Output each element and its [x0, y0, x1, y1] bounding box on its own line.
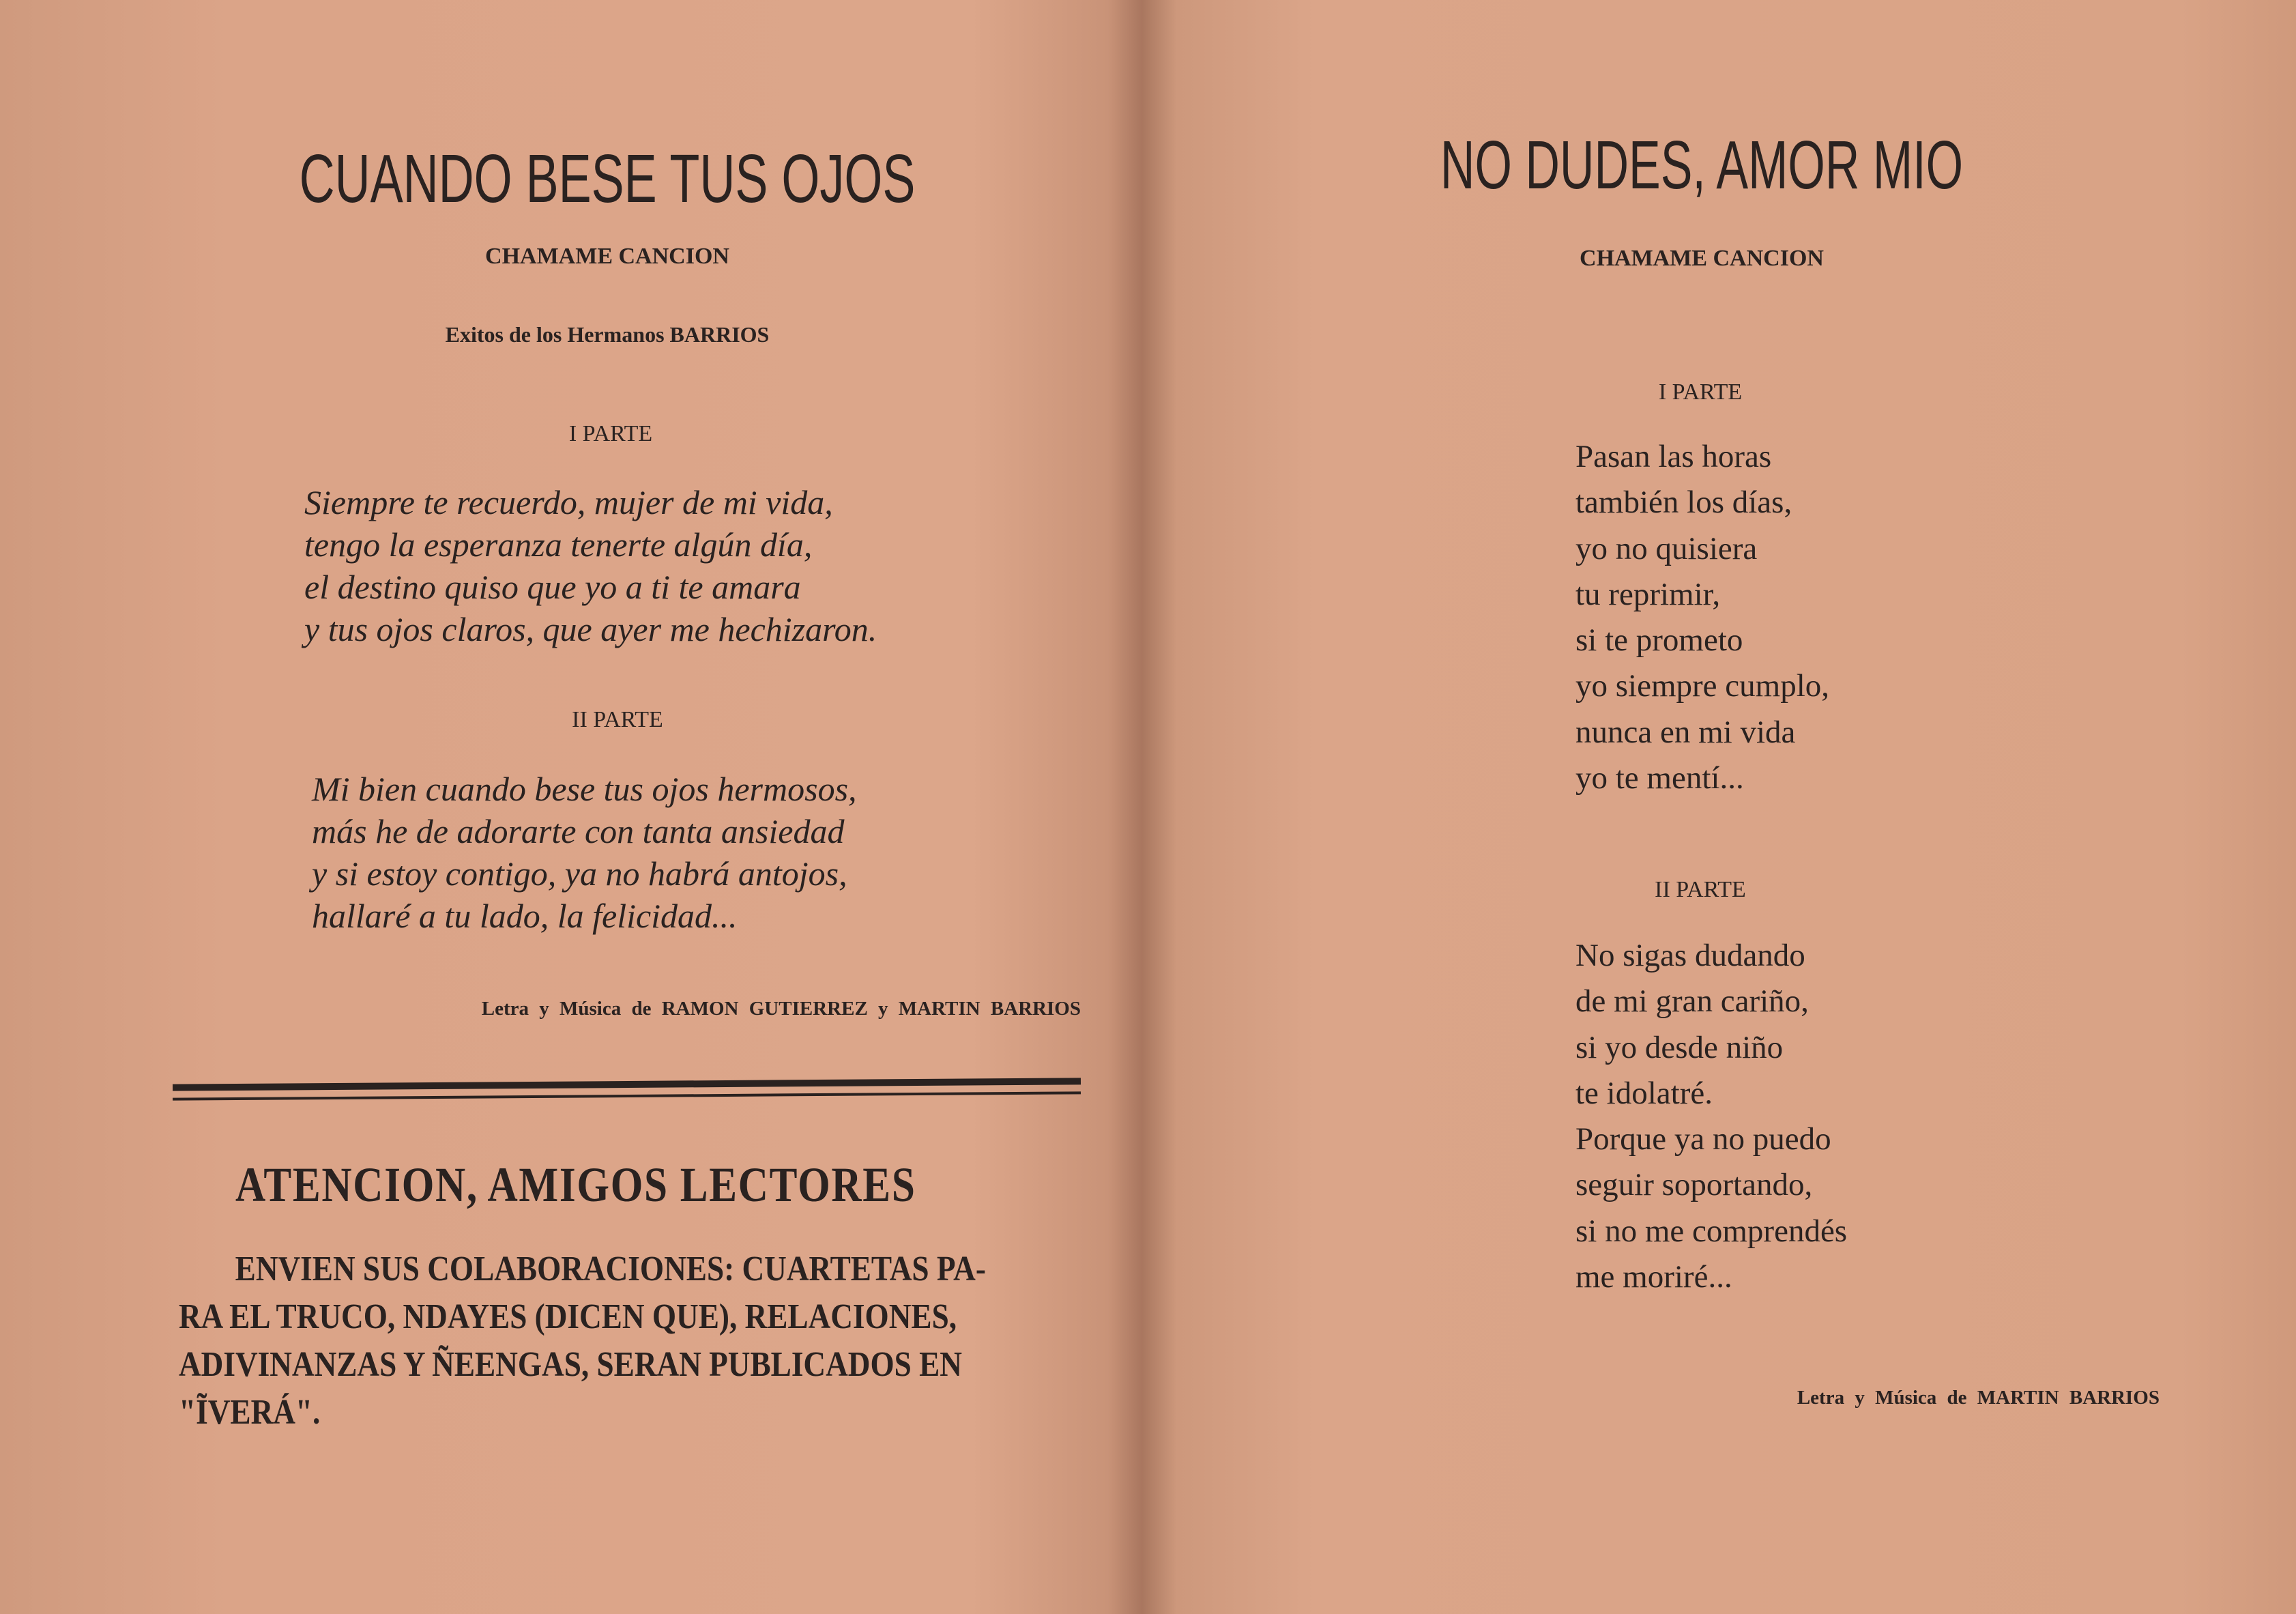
- part2-heading: II PARTE: [572, 707, 663, 732]
- verse-line: Porque ya no puedo: [1575, 1121, 1831, 1157]
- verse-line: tu reprimir,: [1575, 576, 1721, 612]
- part1-heading: I PARTE: [1658, 379, 1743, 405]
- song-genre: CHAMAME CANCION: [485, 244, 729, 269]
- verse-line: Siempre te recuerdo, mujer de mi vida,: [304, 483, 833, 521]
- verse-line: nunca en mi vida: [1575, 714, 1796, 750]
- divider-rule-thin: [173, 1091, 1081, 1100]
- verse-line: yo siempre cumplo,: [1575, 668, 1830, 704]
- notice-line: "ĨVERÁ".: [179, 1393, 321, 1432]
- song-title: NO DUDES, AMOR MIO: [1440, 127, 1964, 203]
- part2-heading: II PARTE: [1655, 877, 1746, 902]
- part2-verse: [312, 768, 857, 937]
- verse-line: tengo la esperanza tenerte algún día,: [304, 525, 813, 564]
- verse-line: te idolatré.: [1575, 1075, 1713, 1111]
- song-credit: Letra y Música de MARTIN BARRIOS: [1797, 1387, 2160, 1409]
- part1-heading: I PARTE: [568, 421, 653, 446]
- verse-line: más he de adorarte con tanta ansiedad: [312, 812, 845, 850]
- notice-line: RA EL TRUCO, NDAYES (DICEN QUE), RELACIONES,: [179, 1297, 957, 1336]
- verse-line: y tus ojos claros, que ayer me hechizaron.: [304, 610, 877, 648]
- verse-line: si te prometo: [1575, 622, 1743, 659]
- verse-line: Mi bien cuando bese tus ojos hermosos,: [312, 770, 857, 808]
- divider-rule: [173, 1078, 1081, 1091]
- song-title: CUANDO BESE TUS OJOS: [299, 141, 916, 217]
- verse-line: yo te mentí...: [1575, 760, 1744, 796]
- song-genre: CHAMAME CANCION: [1580, 246, 1824, 271]
- verse-line: seguir soportando,: [1575, 1167, 1813, 1203]
- notice-heading: ATENCION, AMIGOS LECTORES: [235, 1157, 916, 1212]
- part1-verse: [1575, 434, 1829, 801]
- verse-line: el destino quiso que yo a ti te amara: [304, 568, 801, 606]
- notice-line: ENVIEN SUS COLABORACIONES: CUARTETAS PA-: [235, 1250, 986, 1288]
- verse-line: de mi gran cariño,: [1575, 983, 1809, 1020]
- verse-line: y si estoy contigo, ya no habrá antojos,: [312, 854, 847, 893]
- part1-verse: [304, 481, 877, 650]
- verse-line: si no me comprendés: [1575, 1213, 1848, 1249]
- verse-line: Pasan las horas: [1575, 439, 1772, 474]
- notice-paragraph: [179, 1245, 1236, 1437]
- right-page: [1142, 0, 2296, 1614]
- part2-verse: [1575, 933, 1847, 1300]
- left-page: [0, 0, 1142, 1614]
- song-subtitle: Exitos de los Hermanos BARRIOS: [445, 322, 770, 347]
- notice-line: ADIVINANZAS Y ÑEENGAS, SERAN PUBLICADOS EN: [179, 1345, 962, 1384]
- verse-line: me moriré...: [1575, 1259, 1732, 1295]
- verse-line: hallaré a tu lado, la felicidad...: [312, 897, 738, 935]
- verse-line: No sigas dudando: [1575, 938, 1805, 973]
- verse-line: yo no quisiera: [1575, 530, 1758, 566]
- verse-line: también los días,: [1575, 485, 1792, 521]
- song-credit: Letra y Música de RAMON GUTIERREZ y MARTIN BARRIOS: [481, 998, 1081, 1020]
- verse-line: si yo desde niño: [1575, 1029, 1784, 1065]
